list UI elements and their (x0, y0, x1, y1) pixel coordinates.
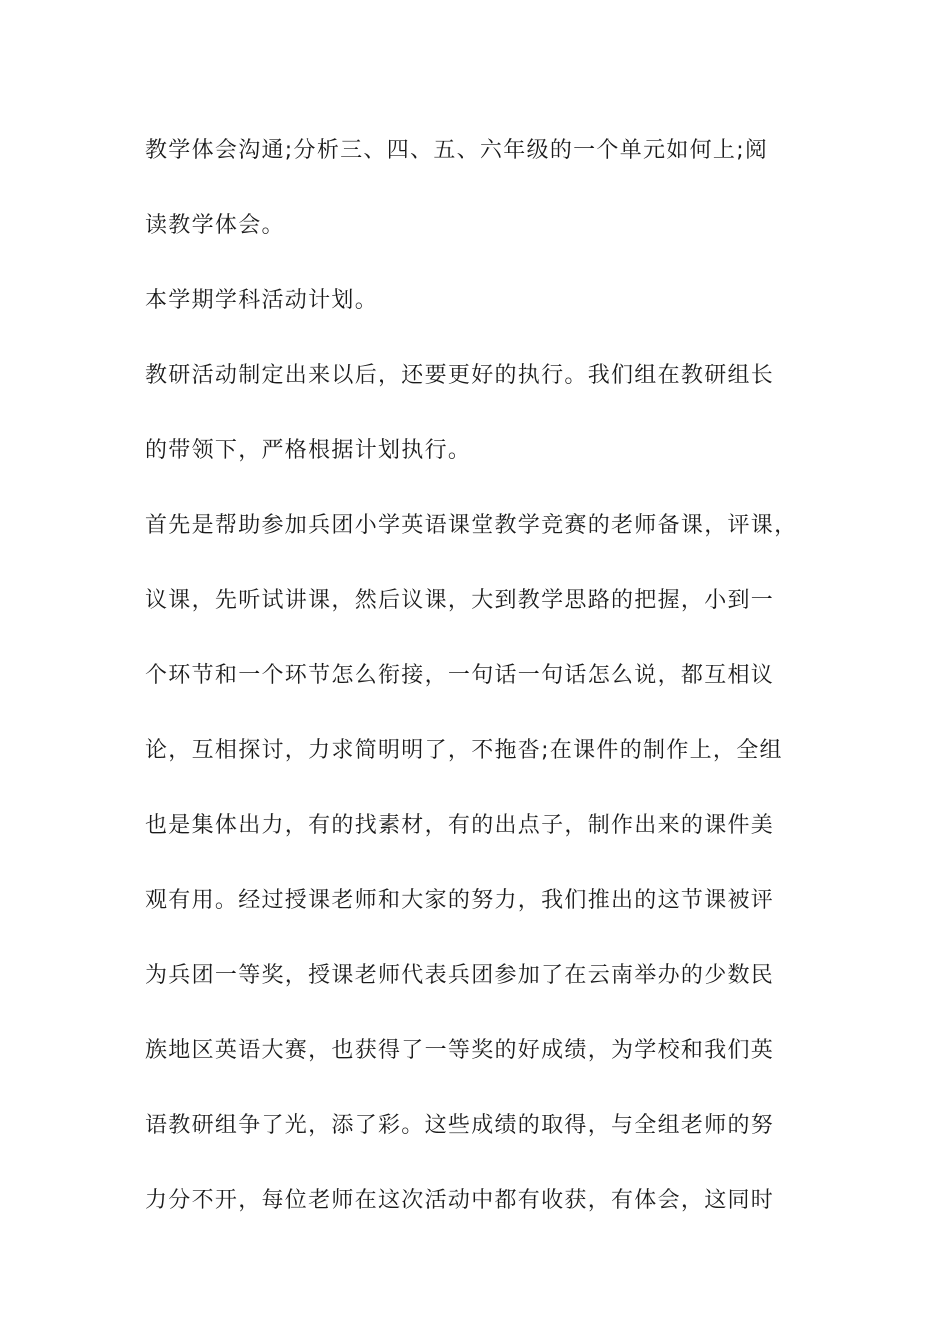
text-line: 首先是帮助参加兵团小学英语课堂教学竞赛的老师备课，评课， (145, 513, 798, 538)
text-line: 论，互相探讨，力求简明明了，不拖沓;在课件的制作上，全组 (145, 738, 783, 763)
text-line: 的带领下，严格根据计划执行。 (145, 438, 472, 463)
text-line: 观有用。经过授课老师和大家的努力，我们推出的这节课被评 (145, 888, 775, 913)
text-line: 力分不开，每位老师在这次活动中都有收获，有体会，这同时 (145, 1188, 775, 1213)
text-line: 教学体会沟通;分析三、四、五、六年级的一个单元如何上;阅 (145, 138, 769, 163)
text-line: 也是集体出力，有的找素材，有的出点子，制作出来的课件美 (145, 813, 775, 838)
text-line: 读教学体会。 (145, 213, 285, 238)
text-line: 教研活动制定出来以后，还要更好的执行。我们组在教研组长 (145, 363, 775, 388)
text-line: 本学期学科活动计划。 (145, 288, 379, 313)
text-line: 语教研组争了光，添了彩。这些成绩的取得，与全组老师的努 (145, 1113, 775, 1138)
text-line: 族地区英语大赛，也获得了一等奖的好成绩，为学校和我们英 (145, 1038, 775, 1063)
text-line: 议课，先听试讲课，然后议课，大到教学思路的把握，小到一 (145, 588, 775, 613)
text-line: 为兵团一等奖，授课老师代表兵团参加了在云南举办的少数民 (145, 963, 775, 988)
text-line: 个环节和一个环节怎么衔接，一句话一句话怎么说，都互相议 (145, 663, 775, 688)
